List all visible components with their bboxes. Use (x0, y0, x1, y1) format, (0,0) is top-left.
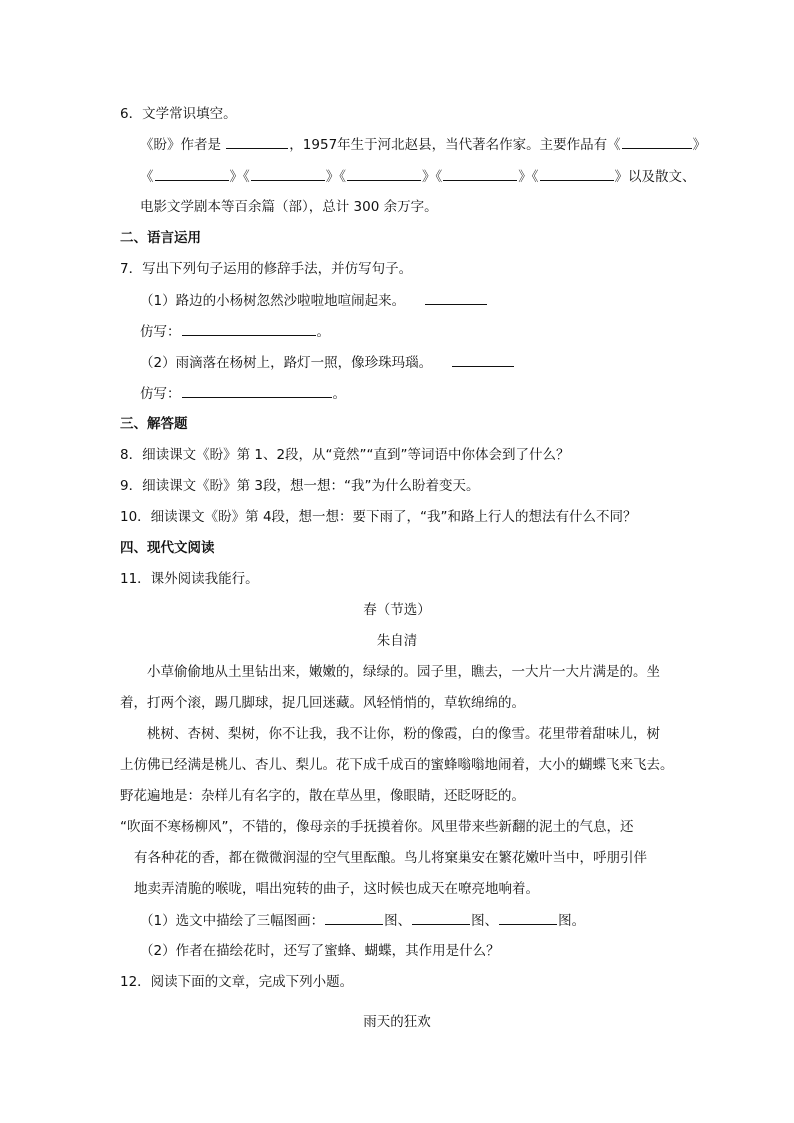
passage-author: 朱自清 (376, 633, 418, 649)
passage-title-rain: 雨天的狂欢 (363, 1014, 431, 1030)
q7-sentence-2-text: （2）雨滴落在杨树上，路灯一照，像珍珠玛瑙。 (140, 355, 433, 371)
passage-p3-line3: 地卖弄清脆的喉咙，唱出宛转的曲子，这时候也成天在嘹亮地响着。 (134, 881, 539, 897)
q9-text: 9．细读课文《盼》第 3段，想一想：“我”为什么盼着变天。 (120, 478, 480, 494)
picture-label-3: 图。 (558, 913, 586, 929)
passage-p2-line2: 上仿佛已经满是桃儿、杏儿、梨儿。花下成千成百的蜜蜂嗡嗡地闹着，大小的蝴蝶飞来飞去。 (120, 757, 674, 773)
q8-text: 8．细读课文《盼》第 1、2段，从“竟然”“直到”等词语中你体会到了什么？ (120, 447, 570, 463)
q11-title: 11．课外阅读我能行。 (120, 571, 259, 587)
q11-sub1-text: （1）选文中描绘了三幅图画： (140, 913, 325, 929)
q6-line2-sep-2: 》《 (325, 169, 346, 185)
q7-title: 7．写出下列句子运用的修辞手法，并仿写句子。 (120, 261, 413, 277)
q7-sentence-1-text: （1）路边的小杨树忽然沙啦啦地喧闹起来。 (140, 293, 406, 309)
passage-p1-line2: 着，打两个滚，踢几脚球，捉几回迷藏。风轻悄悄的，草软绵绵的。 (120, 695, 525, 711)
q6-line1 (140, 134, 706, 155)
work-blank-5[interactable] (443, 166, 517, 181)
section-heading-4: 四、现代文阅读 (120, 540, 215, 556)
q6-line2-sep-4: 》《 (518, 169, 539, 185)
work-blank-1[interactable] (622, 134, 692, 149)
q6-line2-end: 》以及散文、 (614, 169, 696, 185)
imitate-blank-1[interactable] (182, 321, 316, 336)
q11-sub1 (140, 910, 585, 931)
q6-line2-sep-1: 》《 (229, 169, 250, 185)
q6-title: 6．文学常识填空。 (120, 106, 237, 122)
rhetoric-blank-1[interactable] (425, 290, 487, 305)
imitate-period-2: 。 (332, 386, 346, 402)
picture-blank-1[interactable] (325, 910, 383, 925)
passage-p2-line1: 桃树、杏树、梨树，你不让我，我不让你，粉的像霞，白的像雪。花里带着甜味儿，树 (147, 726, 660, 742)
q6-line2-open: 《 (140, 169, 154, 185)
passage-p3-line1: “吹面不寒杨柳风”，不错的，像母亲的手抚摸着你。风里带来些新翻的泥土的气息，还 (120, 819, 634, 835)
work-blank-6[interactable] (540, 166, 614, 181)
passage-title-spring: 春（节选） (363, 602, 431, 618)
imitate-label-1: 仿写： (140, 324, 181, 340)
q6-line2 (140, 166, 696, 187)
passage-p1-line1: 小草偷偷地从土里钻出来，嫩嫩的，绿绿的。园子里，瞧去，一大片一大片满是的。坐 (147, 664, 660, 680)
author-blank[interactable] (226, 134, 288, 149)
imitate-label-2: 仿写： (140, 386, 181, 402)
rhetoric-blank-2[interactable] (452, 352, 514, 367)
q6-line1-text-a: 《盼》作者是 (140, 137, 221, 153)
q7-imitate-1 (140, 321, 330, 342)
passage-p3-line2: 有各种花的香，都在微微润湿的空气里酝酿。鸟儿将窠巢安在繁花嫩叶当中，呼朋引伴 (134, 850, 647, 866)
section-heading-3: 三、解答题 (120, 416, 188, 432)
q12-title: 12．阅读下面的文章，完成下列小题。 (120, 974, 354, 990)
q7-imitate-2 (140, 383, 346, 404)
q6-line3: 电影文学剧本等百余篇（部），总计 300 余万字。 (140, 199, 438, 215)
q10-text: 10．细读课文《盼》第 4段，想一想：要下雨了，“我”和路上行人的想法有什么不同？ (120, 509, 637, 525)
work-blank-4[interactable] (347, 166, 421, 181)
q6-line2-sep-3: 》《 (422, 169, 443, 185)
picture-label-2: 图、 (471, 913, 499, 929)
picture-blank-2[interactable] (412, 910, 470, 925)
imitate-blank-2[interactable] (182, 383, 332, 398)
imitate-period-1: 。 (316, 324, 330, 340)
picture-blank-3[interactable] (499, 910, 557, 925)
work-blank-3[interactable] (251, 166, 325, 181)
q7-sentence-1 (140, 290, 488, 311)
q6-line1-text-c: 》 (692, 137, 707, 153)
q7-sentence-2 (140, 352, 515, 373)
q11-sub2: （2）作者在描绘花时，还写了蜜蜂、蝴蝶，其作用是什么？ (140, 943, 500, 959)
passage-p2-line3: 野花遍地是：杂样儿有名字的，散在草丛里，像眼睛，还眨呀眨的。 (120, 788, 525, 804)
work-blank-2[interactable] (155, 166, 229, 181)
section-heading-2: 二、语言运用 (120, 230, 201, 246)
q6-line1-text-b: ，1957年生于河北赵县，当代著名作家。主要作品有《 (289, 137, 621, 153)
picture-label-1: 图、 (384, 913, 412, 929)
